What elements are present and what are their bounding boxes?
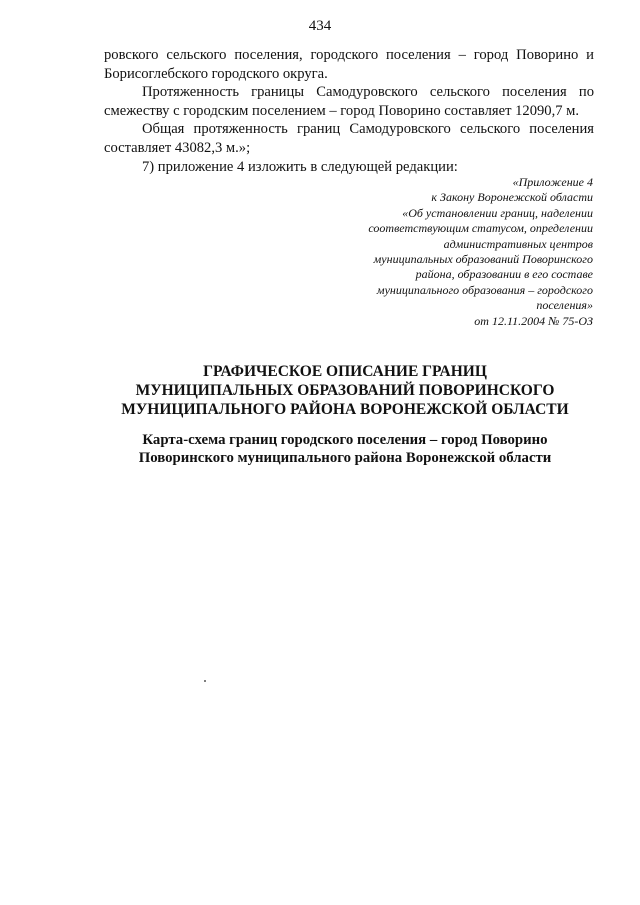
paragraph-amendment: 7) приложение 4 изложить в следующей редакции: bbox=[142, 158, 458, 175]
heading-line: МУНИЦИПАЛЬНОГО РАЙОНА ВОРОНЕЖСКОЙ ОБЛАСТИ bbox=[121, 401, 569, 418]
appendix-line: от 12.11.2004 № 75-ОЗ bbox=[474, 313, 593, 328]
appendix-line: к Закону Воронежской области bbox=[431, 190, 593, 205]
scan-speck bbox=[204, 680, 206, 682]
appendix-reference bbox=[333, 175, 593, 329]
paragraph-continuation: ровского сельского поселения, городского поселения – город Поворино и Борисоглебского городского округа. bbox=[104, 47, 594, 82]
appendix-line: поселения» bbox=[536, 298, 593, 313]
appendix-line: муниципальных образований Поворинского bbox=[373, 252, 593, 267]
subheading-line: Поворинского муниципального района Воронежской области bbox=[138, 450, 552, 466]
paragraph-border-length: Протяженность границы Самодуровского сельского поселения по смежеству с городским поселением – город Поворино составляет 12090,7 м. bbox=[104, 84, 594, 119]
heading-line: ГРАФИЧЕСКОЕ ОПИСАНИЕ ГРАНИЦ bbox=[203, 363, 487, 380]
section-heading bbox=[60, 362, 630, 419]
appendix-line: муниципального образования – городского bbox=[376, 282, 593, 297]
appendix-line: района, образовании в его составе bbox=[415, 267, 593, 282]
appendix-line: соответствующим статусом, определении bbox=[368, 221, 593, 236]
paragraph-total-length: Общая протяженность границ Самодуровского сельского поселения составляет 43082,3 м.»; bbox=[104, 121, 594, 156]
appendix-line: «Об установлении границ, наделении bbox=[402, 205, 593, 220]
map-subheading bbox=[60, 431, 630, 467]
page-number: 434 bbox=[308, 18, 332, 34]
appendix-line: «Приложение 4 bbox=[512, 175, 593, 189]
heading-line: МУНИЦИПАЛЬНЫХ ОБРАЗОВАНИЙ ПОВОРИНСКОГО bbox=[135, 382, 555, 399]
subheading-line: Карта-схема границ городского поселения – город Поворино bbox=[142, 432, 548, 448]
body-text bbox=[104, 46, 594, 176]
appendix-line: административных центров bbox=[443, 236, 593, 251]
